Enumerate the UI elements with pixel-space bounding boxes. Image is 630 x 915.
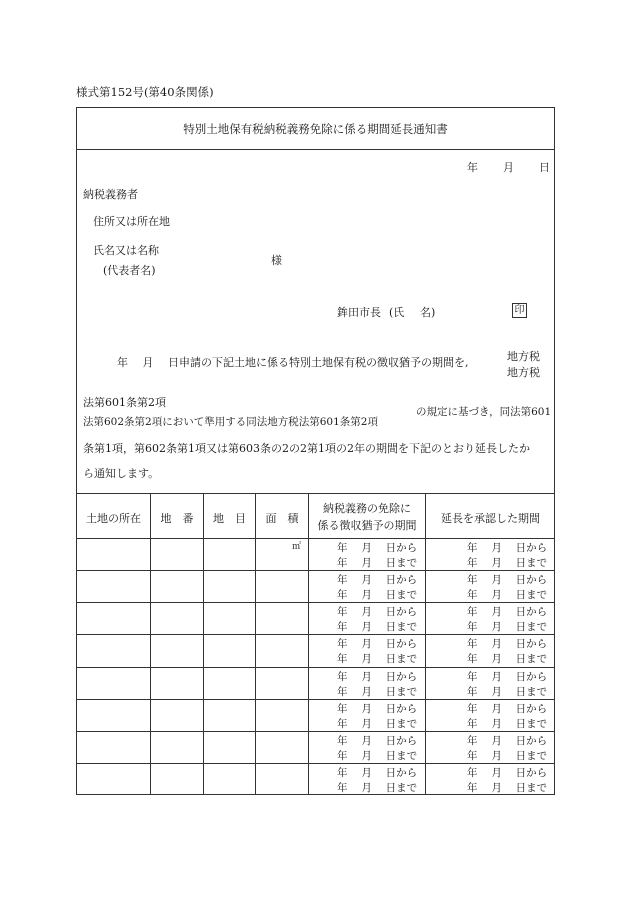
extension-from: 年 月 日から [467, 638, 548, 651]
local-tax-2: 地方税 [507, 366, 540, 379]
local-tax-1: 地方税 [507, 350, 540, 363]
address-label: 住所又は所在地 [93, 215, 170, 228]
extension-from: 年 月 日から [467, 574, 548, 587]
issuer-name-open: (氏 [389, 306, 405, 319]
row-divider [76, 602, 555, 603]
extension-from: 年 月 日から [467, 670, 548, 683]
title-divider [76, 149, 555, 150]
extension-to: 年 月 日まで [467, 781, 548, 794]
law-line-b: 法第602条第2項において準用する同法地方税法第601条第2項 [83, 416, 378, 428]
header-exemption-line1: 納税義務の免除に [323, 502, 411, 515]
exemption-to: 年 月 日まで [337, 653, 418, 666]
exemption-to: 年 月 日まで [337, 749, 418, 762]
col-divider [255, 493, 256, 795]
table-top-border [76, 493, 555, 494]
body-line3: 条第1項，第602条第1項又は第603条の2の2第1項の2年の期間を下記のとおり延長したか [83, 442, 530, 455]
header-category: 地 目 [213, 512, 246, 525]
body-line1: 年 月 日申請の下記土地に係る特別土地保有税の徴収猶予の期間を, [117, 356, 469, 369]
header-location: 土地の所在 [86, 512, 141, 525]
form-number: 様式第152号(第40条関係) [76, 85, 214, 99]
header-extension: 延長を承認した期間 [441, 512, 540, 525]
col-divider [150, 493, 151, 795]
header-lot: 地 番 [160, 512, 194, 525]
row-divider [76, 731, 555, 732]
row-divider [76, 570, 555, 571]
representative-label: (代表者名) [103, 264, 156, 277]
exemption-to: 年 月 日まで [337, 589, 418, 602]
extension-from: 年 月 日から [467, 606, 548, 619]
row-divider [76, 667, 555, 668]
row-divider [76, 634, 555, 635]
exemption-from: 年 月 日から [337, 542, 418, 554]
extension-from: 年 月 日から [467, 702, 548, 715]
extension-to: 年 月 日まで [467, 653, 548, 666]
extension-to: 年 月 日まで [467, 589, 548, 602]
extension-from: 年 月 日から [467, 734, 548, 747]
extension-from: 年 月 日から [467, 766, 548, 779]
exemption-to: 年 月 日まで [337, 557, 418, 569]
header-exemption-line2: 係る徴収猶予の期間 [317, 519, 417, 532]
header-area: 面 積 [265, 512, 299, 525]
law-line-a: 法第601条第2項 [83, 396, 166, 409]
table-header-bottom [76, 538, 555, 539]
extension-to: 年 月 日まで [467, 621, 548, 634]
extension-to: 年 月 日まで [467, 685, 548, 698]
col-divider [308, 493, 309, 795]
exemption-from: 年 月 日から [337, 606, 418, 619]
mayor-label: 鉾田市長 [337, 306, 381, 319]
row-divider [76, 763, 555, 764]
body-line4: ら通知します。 [83, 467, 160, 480]
exemption-to: 年 月 日まで [337, 781, 418, 794]
taxpayer-heading: 納税義務者 [83, 188, 138, 201]
date-month: 月 [503, 161, 514, 174]
extension-to: 年 月 日まで [467, 557, 548, 569]
exemption-from: 年 月 日から [337, 670, 418, 683]
name-label: 氏名又は名称 [93, 244, 159, 257]
exemption-to: 年 月 日まで [337, 621, 418, 634]
seal-mark: 印 [512, 303, 527, 318]
extension-to: 年 月 日まで [467, 717, 548, 730]
extension-to: 年 月 日まで [467, 749, 548, 762]
exemption-from: 年 月 日から [337, 766, 418, 779]
exemption-from: 年 月 日から [337, 638, 418, 651]
date-day: 日 [539, 161, 550, 174]
honorific: 様 [271, 254, 282, 267]
date-year: 年 [467, 161, 478, 174]
row-divider [76, 699, 555, 700]
form-title: 特別土地保有税納税義務免除に係る期間延長通知書 [183, 122, 448, 136]
area-unit: ㎡ [292, 542, 302, 552]
col-divider [203, 493, 204, 795]
col-divider [425, 493, 426, 795]
extension-from: 年 月 日から [467, 542, 548, 554]
exemption-from: 年 月 日から [337, 574, 418, 587]
exemption-to: 年 月 日まで [337, 717, 418, 730]
exemption-from: 年 月 日から [337, 734, 418, 747]
exemption-from: 年 月 日から [337, 702, 418, 715]
exemption-to: 年 月 日まで [337, 685, 418, 698]
issuer-name-close: 名) [420, 306, 436, 319]
law-suffix: の規定に基づき，同法第601 [416, 406, 552, 418]
